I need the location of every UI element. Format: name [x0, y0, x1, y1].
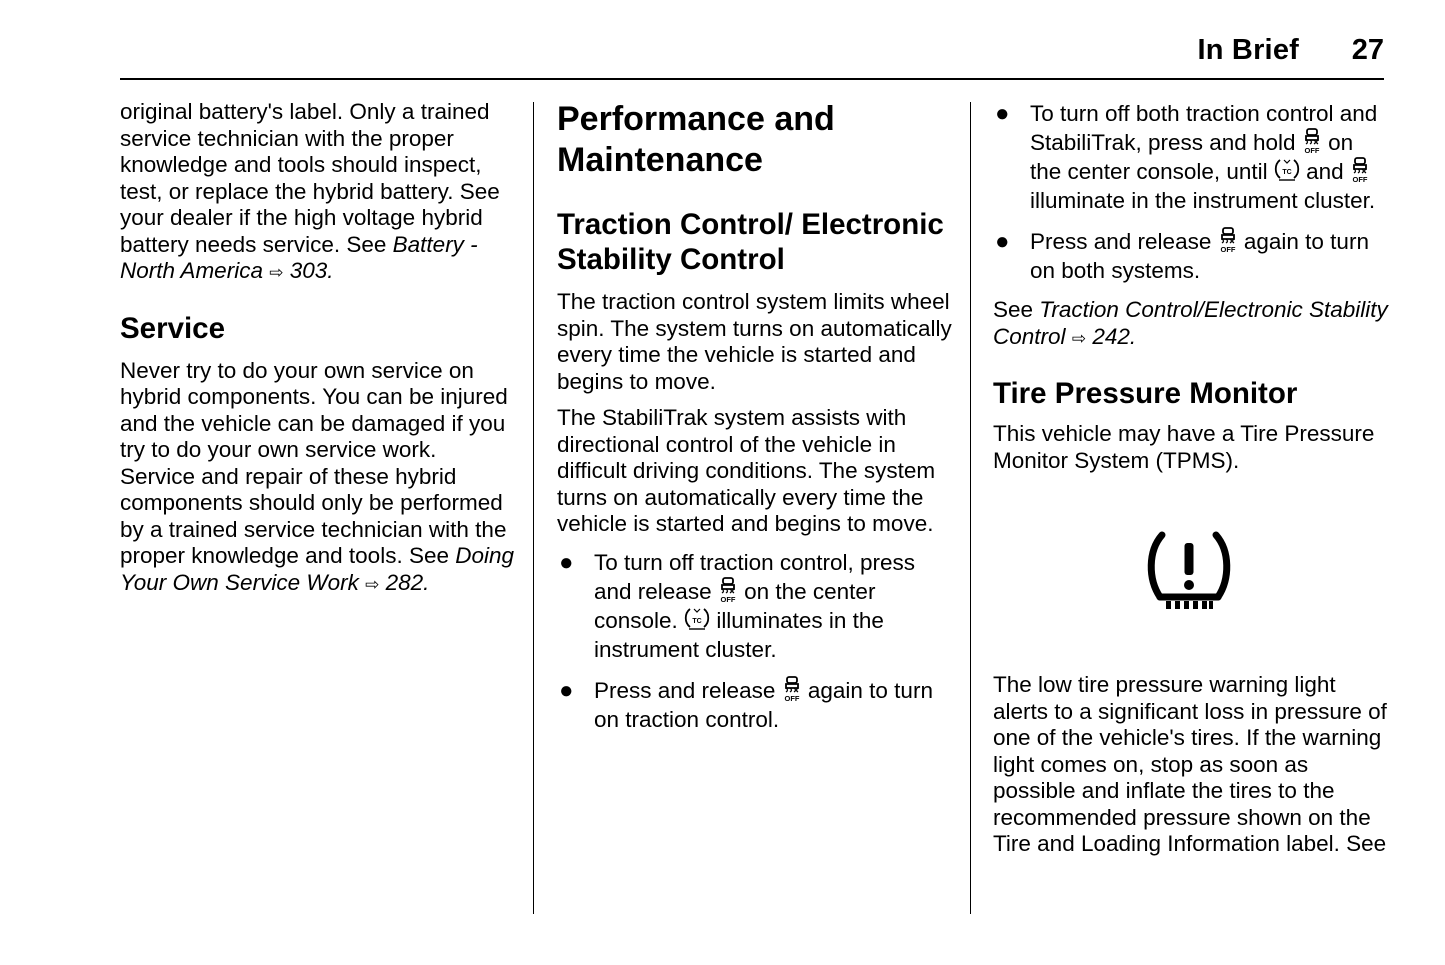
- performance-heading: Performance and Maintenance: [557, 100, 835, 179]
- battery-ref-title: Battery - North America: [120, 231, 478, 283]
- list-item: [557, 676, 952, 734]
- battery-text: original battery's label. Only a trained service technician with the proper knowledge and tools should inspect, test, or replace the hybrid battery. See your dealer if the high voltage hybrid battery needs service. See: [120, 99, 500, 257]
- traction-off-icon: [1218, 227, 1238, 253]
- see-reference-paragraph: [993, 297, 1388, 352]
- bullet-icon: ●: [995, 100, 1010, 127]
- step-text: Press and release: [594, 677, 782, 703]
- column-right: [993, 99, 1388, 868]
- step-text: and: [1299, 159, 1350, 184]
- service-ref-page: 282: [379, 569, 424, 595]
- column-middle: [557, 99, 952, 746]
- traction-ref-title: Traction Control/Electronic Stability Control: [993, 297, 1388, 349]
- traction-ref-end: .: [1129, 323, 1137, 349]
- header-divider: [120, 78, 1384, 80]
- traction-ref-page: 242: [1086, 323, 1130, 349]
- traction-steps-list: [557, 548, 952, 734]
- traction-control-light-icon: [1274, 157, 1300, 183]
- step-text: on the center console, until: [1030, 130, 1354, 184]
- step-text: illuminate in the instrument cluster.: [1030, 188, 1376, 213]
- column-divider-2: [970, 102, 971, 914]
- stabilitrak-steps-list: [993, 99, 1388, 285]
- list-item: [993, 99, 1388, 215]
- page-ref-arrow-icon: ⇨: [365, 574, 380, 594]
- step-text: again to turn on both systems.: [1030, 229, 1369, 283]
- service-heading: Service: [120, 311, 225, 345]
- traction-control-heading: Traction Control/ Electronic Stability Control: [557, 208, 944, 276]
- bullet-icon: ●: [559, 676, 574, 704]
- section-title: In Brief: [1197, 34, 1299, 66]
- column-left: [120, 99, 515, 608]
- tpms-warning-paragraph: The low tire pressure warning light alerts to a significant loss in pressure of one of the vehicle's tires. If the warning light comes on, stop as soon as possible and inflate the tires to the recommended pressure shown on the Tire and Loading Information label. See: [993, 672, 1387, 856]
- page-ref-arrow-icon: ⇨: [269, 263, 284, 282]
- traction-off-icon: [782, 676, 802, 702]
- column-divider-1: [533, 102, 534, 914]
- traction-off-icon: [1350, 157, 1370, 183]
- bullet-icon: ●: [559, 548, 574, 576]
- page-number: 27: [1351, 34, 1384, 66]
- tire-pressure-warning-icon: [1146, 529, 1232, 615]
- step-text: illuminates in the instrument cluster.: [594, 607, 884, 662]
- traction-ref-link[interactable]: [993, 297, 1388, 349]
- battery-ref-end: .: [327, 258, 334, 283]
- traction-off-icon: [718, 577, 738, 603]
- page-ref-arrow-icon: ⇨: [1071, 328, 1087, 348]
- list-item: [993, 227, 1388, 285]
- service-ref-title: Doing Your Own Service Work: [120, 543, 515, 595]
- traction-off-icon: [1302, 128, 1322, 154]
- tpms-intro-paragraph: This vehicle may have a Tire Pressure Monitor System (TPMS).: [993, 421, 1375, 473]
- stabilitrak-paragraph: The StabiliTrak system assists with directional control of the vehicle in difficult driving conditions. The system turns on automatically every time the vehicle is started and begins to move.: [557, 405, 936, 536]
- battery-ref-page: 303: [283, 258, 328, 283]
- tpms-figure: [993, 529, 1388, 625]
- list-item: [557, 548, 952, 664]
- service-text: Never try to do your own service on hybrid components. You can be injured and the vehicle can be damaged if you try to do your own service work. Service and repair of these hybrid components should only be performed by a trained service technician with the proper knowledge and tools. See: [120, 357, 508, 568]
- bullet-icon: ●: [995, 228, 1010, 255]
- step-text: Press and release: [1030, 229, 1218, 254]
- tire-pressure-heading: Tire Pressure Monitor: [993, 377, 1298, 410]
- service-paragraph: [120, 358, 515, 599]
- step-text: on the center console.: [594, 578, 876, 633]
- see-prefix: See: [993, 297, 1040, 322]
- traction-control-light-icon: [684, 606, 710, 632]
- step-text: To turn off both traction control and StabiliTrak, press and hold: [1030, 101, 1378, 155]
- service-ref-end: .: [423, 569, 430, 595]
- step-text: To turn off traction control, press and release: [594, 549, 915, 604]
- step-text: again to turn on traction control.: [594, 677, 933, 732]
- battery-paragraph: [120, 99, 515, 287]
- traction-paragraph: The traction control system limits wheel spin. The system turns on automatically every time the vehicle is started and begins to move.: [557, 289, 952, 394]
